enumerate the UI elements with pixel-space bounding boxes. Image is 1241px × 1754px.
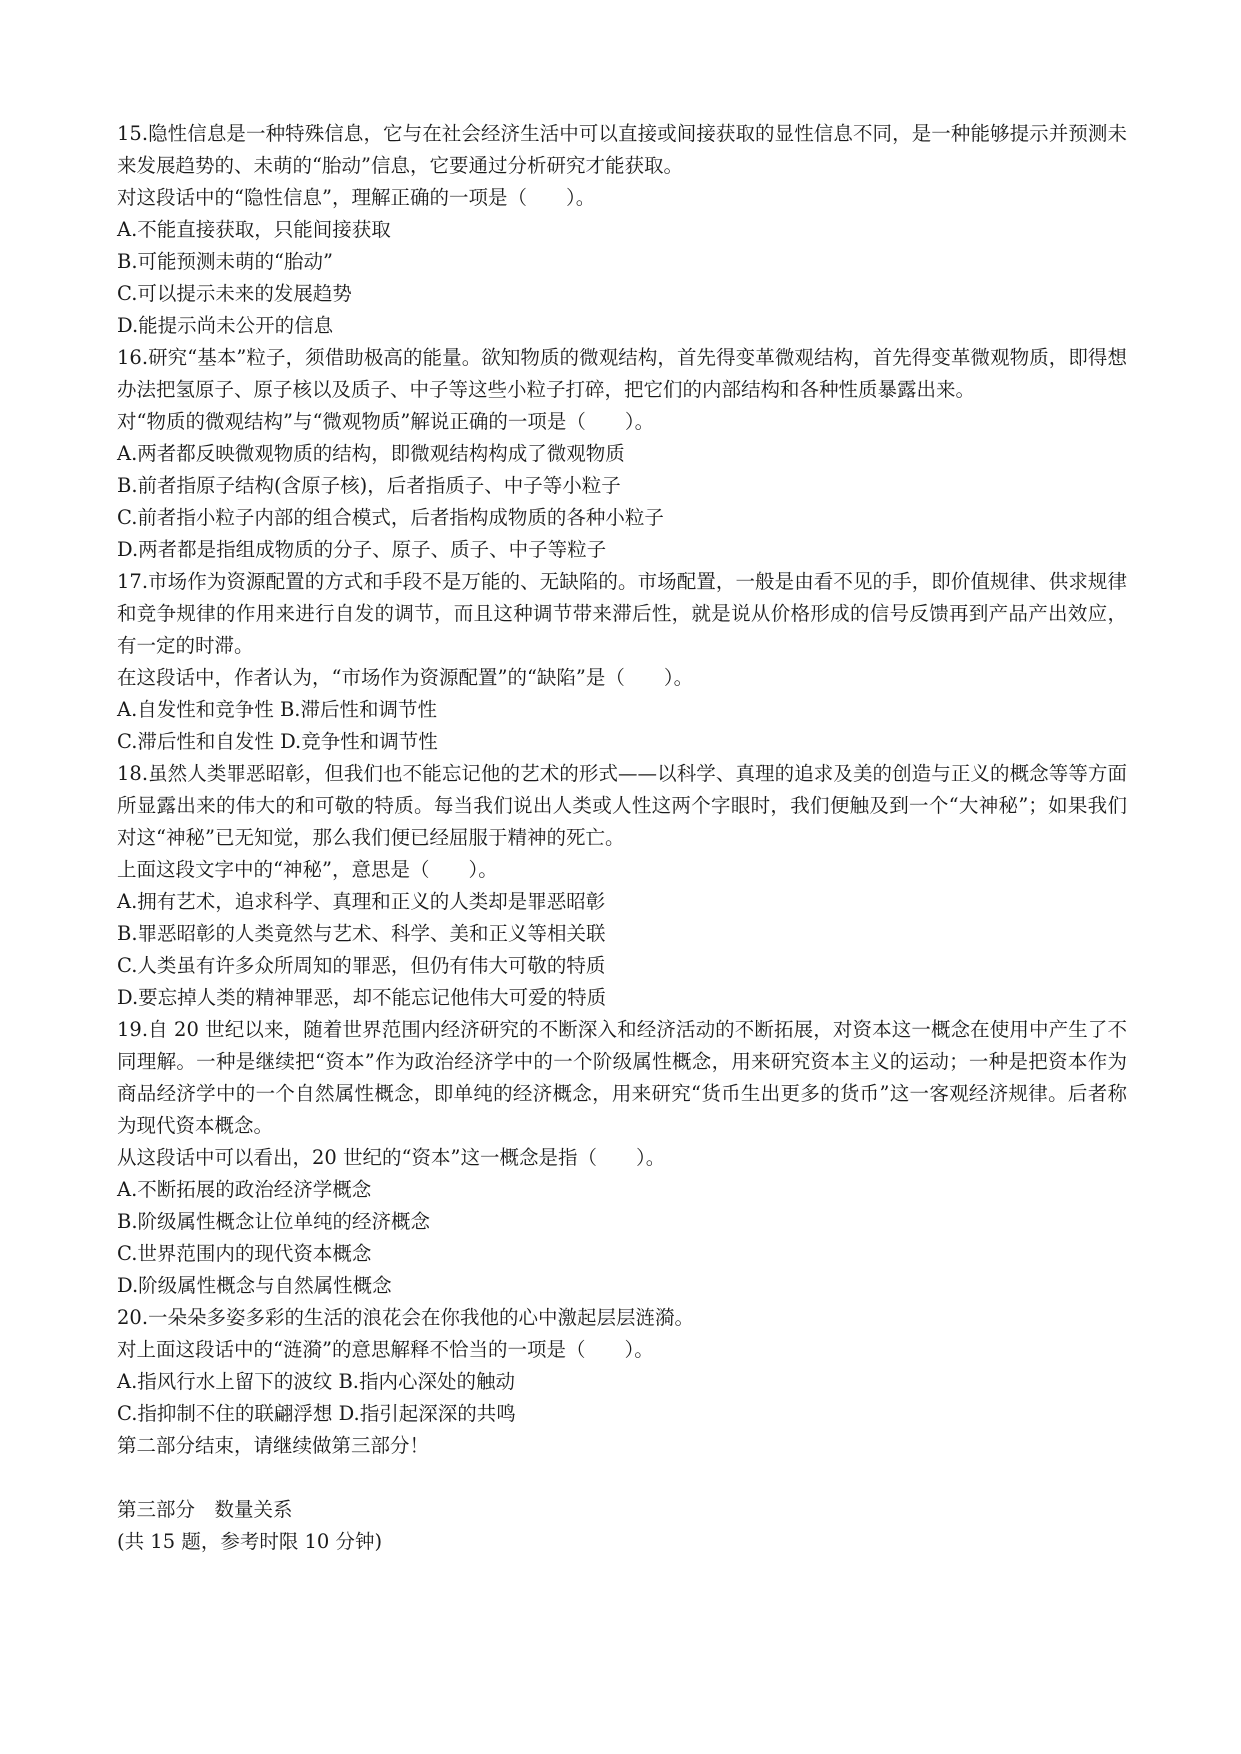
- option-a: A.两者都反映微观物质的结构，即微观结构构成了微观物质: [117, 442, 625, 465]
- part2-end-notice: 第二部分结束，请继续做第三部分！: [117, 1434, 430, 1457]
- question-16: [117, 342, 1127, 566]
- option-c: C.人类虽有许多众所周知的罪恶，但仍有伟大可敬的特质: [117, 954, 606, 977]
- option-a: A.不断拓展的政治经济学概念: [117, 1178, 372, 1201]
- option-c: C.可以提示未来的发展趋势: [117, 282, 352, 305]
- question-prompt: 对这段话中的“隐性信息”，理解正确的一项是（ ）。: [117, 186, 596, 209]
- option-a: A.不能直接获取，只能间接获取: [117, 218, 391, 241]
- question-stem: 16.研究“基本”粒子，须借助极高的能量。欲知物质的微观结构，首先得变革微观结构，首先得变革微观物质，即得想办法把氢原子、原子核以及质子、中子等这些小粒子打碎，把它们的内部结构和各种性质暴露出来。: [117, 346, 1127, 401]
- option-b: B.可能预测未萌的“胎动”: [117, 250, 333, 273]
- option-c: C.前者指小粒子内部的组合模式，后者指构成物质的各种小粒子: [117, 506, 664, 529]
- question-19: [117, 1014, 1127, 1302]
- options-ab: A.指风行水上留下的波纹 B.指内心深处的触动: [117, 1370, 516, 1393]
- question-prompt: 从这段话中可以看出，20 世纪的“资本”这一概念是指（ ）。: [117, 1146, 666, 1169]
- part3-note: (共 15 题，参考时限 10 分钟): [117, 1530, 383, 1553]
- spacer: [117, 1462, 1127, 1494]
- option-a: A.拥有艺术，追求科学、真理和正义的人类却是罪恶昭彰: [117, 890, 606, 913]
- question-prompt: 上面这段文字中的“神秘”，意思是（ ）。: [117, 858, 498, 881]
- question-prompt: 在这段话中，作者认为，“市场作为资源配置”的“缺陷”是（ ）。: [117, 666, 694, 689]
- options-cd: C.滞后性和自发性 D.竞争性和调节性: [117, 730, 438, 753]
- question-stem: 20.一朵朵多姿多彩的生活的浪花会在你我他的心中激起层层涟漪。: [117, 1306, 695, 1329]
- question-18: [117, 758, 1127, 1014]
- option-c: C.世界范围内的现代资本概念: [117, 1242, 372, 1265]
- option-d: D.阶级属性概念与自然属性概念: [117, 1274, 392, 1297]
- option-d: D.两者都是指组成物质的分子、原子、质子、中子等粒子: [117, 538, 607, 561]
- options-ab: A.自发性和竞争性 B.滞后性和调节性: [117, 698, 438, 721]
- part3-title: 第三部分 数量关系: [117, 1498, 293, 1521]
- question-prompt: 对“物质的微观结构”与“微观物质”解说正确的一项是（ ）。: [117, 410, 655, 433]
- question-stem: 18.虽然人类罪恶昭彰，但我们也不能忘记他的艺术的形式——以科学、真理的追求及美的创造与正义的概念等等方面所显露出来的伟大的和可敬的特质。每当我们说出人类或人性这两个字眼时，我们便触及到一个“大神秘”；如果我们对这“神秘”已无知觉，那么我们便已经屈服于精神的死亡。: [117, 762, 1127, 849]
- question-17: [117, 566, 1127, 758]
- question-stem: 15.隐性信息是一种特殊信息，它与在社会经济生活中可以直接或间接获取的显性信息不同，是一种能够提示并预测未来发展趋势的、未萌的“胎动”信息，它要通过分析研究才能获取。: [117, 122, 1127, 177]
- question-prompt: 对上面这段话中的“涟漪”的意思解释不恰当的一项是（ ）。: [117, 1338, 654, 1361]
- question-stem: 17.市场作为资源配置的方式和手段不是万能的、无缺陷的。市场配置，一般是由看不见的手，即价值规律、供求规律和竞争规律的作用来进行自发的调节，而且这种调节带来滞后性，就是说从价格形成的信号反馈再到产品产出效应，有一定的时滞。: [117, 570, 1127, 657]
- options-cd: C.指抑制不住的联翩浮想 D.指引起深深的共鸣: [117, 1402, 516, 1425]
- option-b: B.罪恶昭彰的人类竟然与艺术、科学、美和正义等相关联: [117, 922, 606, 945]
- option-b: B.前者指原子结构(含原子核)，后者指质子、中子等小粒子: [117, 474, 621, 497]
- question-stem: 19.自 20 世纪以来，随着世界范围内经济研究的不断深入和经济活动的不断拓展，对资本这一概念在使用中产生了不同理解。一种是继续把“资本”作为政治经济学中的一个阶级属性概念，用来研究资本主义的运动；一种是把资本作为商品经济学中的一个自然属性概念，即单纯的经济概念，用来研究“货币生出更多的货币”这一客观经济规律。后者称为现代资本概念。: [117, 1018, 1127, 1137]
- option-d: D.要忘掉人类的精神罪恶，却不能忘记他伟大可爱的特质: [117, 986, 607, 1009]
- question-20: [117, 1302, 1127, 1430]
- question-15: [117, 118, 1127, 342]
- exam-page: [117, 118, 1127, 1558]
- option-b: B.阶级属性概念让位单纯的经济概念: [117, 1210, 431, 1233]
- option-d: D.能提示尚未公开的信息: [117, 314, 334, 337]
